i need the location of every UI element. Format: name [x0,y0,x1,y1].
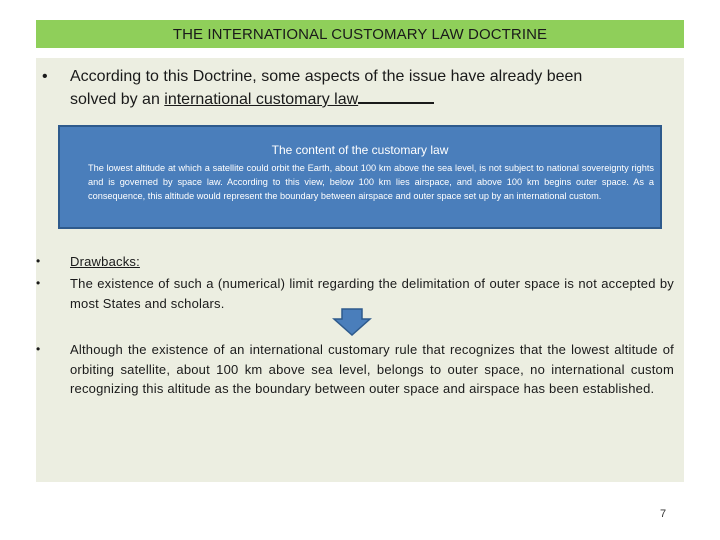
box-title: The content of the customary law [271,143,449,157]
intro-line-2-prefix: solved by an [70,91,165,108]
intro-line-1: According to this Doctrine, some aspects of the issue have already been [70,68,583,85]
bullet-icon: • [36,276,41,290]
drawback-point-1: The existence of such a (numerical) limit regarding the delimitation of outer space is not accepted by most States and scholars. [70,276,674,311]
bullet-icon: • [36,342,41,356]
page-number: 7 [660,508,667,520]
bullet-icon: • [36,254,41,268]
box-body: The lowest altitude at which a satellite could orbit the Earth, about 100 km above the sea level, is not subject to national sovereignty rights and is governed by space law. According to this view, below 100 km lies airspace, and above 100 km begins outer space. As a consequence, this altitude would represent the boundary between airspace and outer space set up by an international custom. [88,163,654,201]
blank-line [358,88,434,104]
intro-text [70,66,674,111]
down-arrow-icon [332,308,372,336]
content-panel [36,58,684,482]
slide-title-text: THE INTERNATIONAL CUSTOMARY LAW DOCTRINE [172,25,548,43]
drawback-point-2: Although the existence of an international customary rule that recognizes that the lowest altitude of orbiting satellite, about 100 km above sea level, belongs to outer space, no international custom recognizing this altitude as the boundary between outer space and airspace has been established. [70,342,674,396]
slide-title [36,20,684,48]
drawbacks-heading: Drawbacks: [70,254,140,269]
bullet-icon: • [42,68,48,85]
intro-underlined-term: international customary law [164,91,359,108]
customary-law-content-box [58,125,662,229]
